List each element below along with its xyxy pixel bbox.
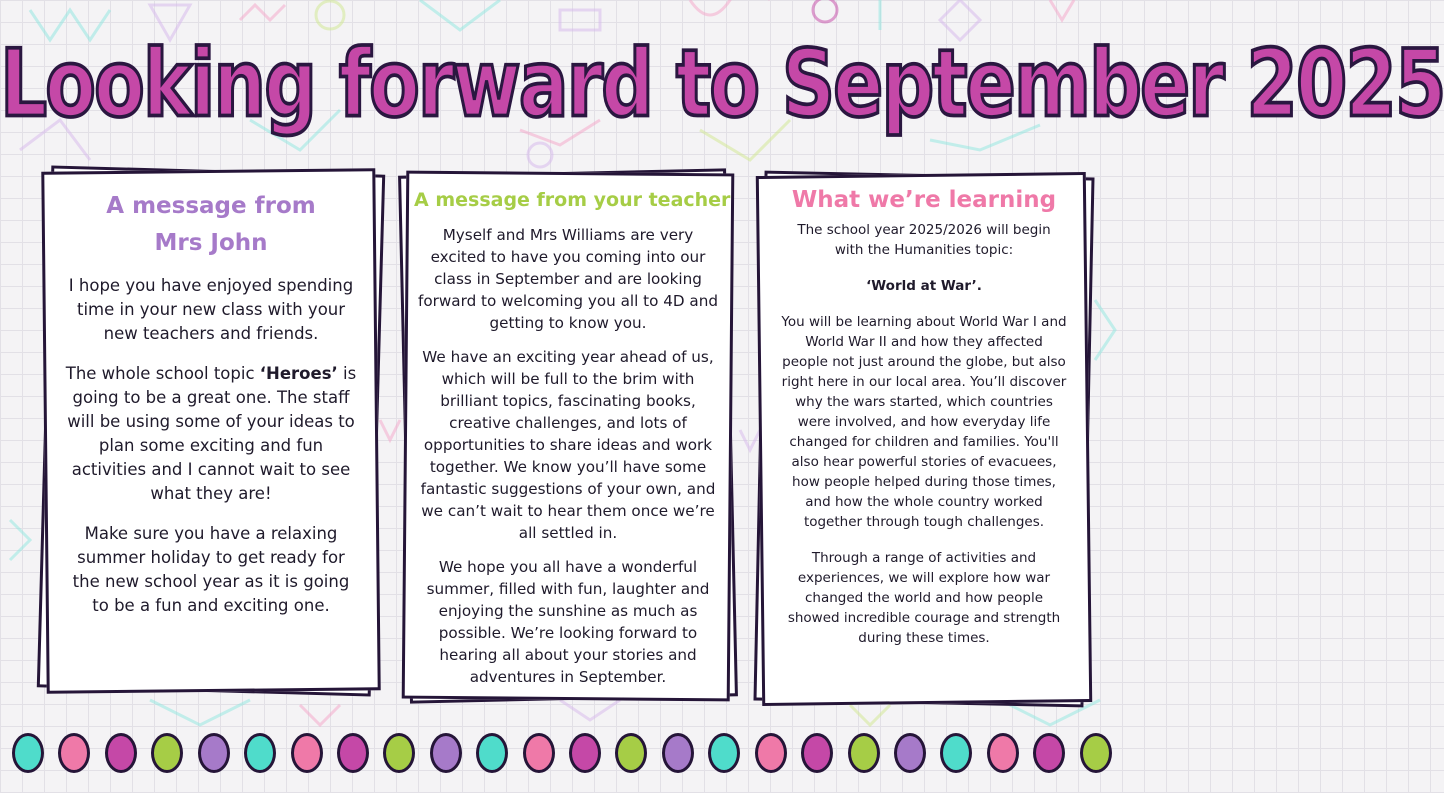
- magenta-dot: [569, 733, 601, 773]
- paragraph-3: We hope you all have a wonderful summer, filled with fun, laughter and enjoying the sunshine as much as possible. We’re looking forward to hearing all about your stories and adventures in September.: [426, 558, 710, 686]
- pink-dot: [523, 733, 555, 773]
- decorative-dot-border: [12, 733, 1112, 775]
- green-dot: [1080, 733, 1112, 773]
- paragraph-2: [64, 362, 358, 506]
- paragraph-2-end: is going to be a great one. The staff will be using some of your ideas to plan some exciting and fun activities and I cannot wait to see what they are!: [67, 364, 357, 503]
- paragraph-2: We have an exciting year ahead of us, which will be full to the brim with brilliant topics, fascinating books, creative challenges, and lots of opportunities to share ideas and work together. We know you’ll have some fantastic suggestions of your own, and we can’t wait to hear them once we’re all settled in.: [420, 348, 716, 542]
- topic-name: ‘World at War’.: [866, 278, 982, 294]
- paragraph-2-start: The whole school topic: [65, 364, 260, 383]
- purple-dot: [198, 733, 230, 773]
- purple-dot: [894, 733, 926, 773]
- card-content: [759, 174, 1089, 704]
- page-title: Looking forward to September 2025: [0, 30, 1444, 138]
- heading-line-2: Mrs John: [154, 230, 268, 256]
- turquoise-dot: [244, 733, 276, 773]
- green-dot: [615, 733, 647, 773]
- turquoise-dot: [476, 733, 508, 773]
- magenta-dot: [801, 733, 833, 773]
- card-content: [44, 170, 378, 692]
- green-dot: [151, 733, 183, 773]
- what-were-learning-card: [759, 174, 1089, 704]
- heading-line-1: A message from: [106, 193, 316, 219]
- message-mrs-john-card: [44, 170, 378, 692]
- topic-heroes: ‘Heroes’: [259, 364, 338, 383]
- pink-dot: [58, 733, 90, 773]
- turquoise-dot: [940, 733, 972, 773]
- pink-dot: [291, 733, 323, 773]
- turquoise-dot: [708, 733, 740, 773]
- pink-dot: [755, 733, 787, 773]
- message-teacher-card: [404, 172, 732, 700]
- card-heading: What we’re learning: [791, 187, 1057, 213]
- paragraph-3: You will be learning about World War I and World War II and how they affected people not just around the globe, but also right here in our local area. You’ll discover why the wars started, which countries were involved, and how everyday life changed for children and families. You'll also hear powerful stories of evacuees, how people helped during those times, and how the whole country worked together through tough challenges.: [781, 314, 1067, 530]
- card-content: [404, 172, 732, 700]
- green-dot: [848, 733, 880, 773]
- purple-dot: [662, 733, 694, 773]
- turquoise-dot: [12, 733, 44, 773]
- magenta-dot: [1033, 733, 1065, 773]
- pink-dot: [987, 733, 1019, 773]
- paragraph-3: Make sure you have a relaxing summer holiday to get ready for the new school year as it is going to be a fun and exciting one.: [72, 524, 350, 615]
- magenta-dot: [337, 733, 369, 773]
- card-heading: [64, 188, 358, 262]
- paragraph-1: Myself and Mrs Williams are very excited to have you coming into our class in September and are looking forward to welcoming you all to 4D and getting to know you.: [417, 226, 718, 332]
- green-dot: [383, 733, 415, 773]
- card-heading: A message from your teacher: [414, 189, 731, 211]
- magenta-dot: [105, 733, 137, 773]
- paragraph-1: I hope you have enjoyed spending time in your new class with your new teachers and friends.: [68, 276, 354, 343]
- paragraph-4: Through a range of activities and experiences, we will explore how war changed the world and how people showed incredible courage and strength during these times.: [787, 550, 1061, 646]
- purple-dot: [430, 733, 462, 773]
- topic-world-at-war: [781, 276, 1067, 296]
- paragraph-1: The school year 2025/2026 will begin with the Humanities topic:: [797, 222, 1051, 258]
